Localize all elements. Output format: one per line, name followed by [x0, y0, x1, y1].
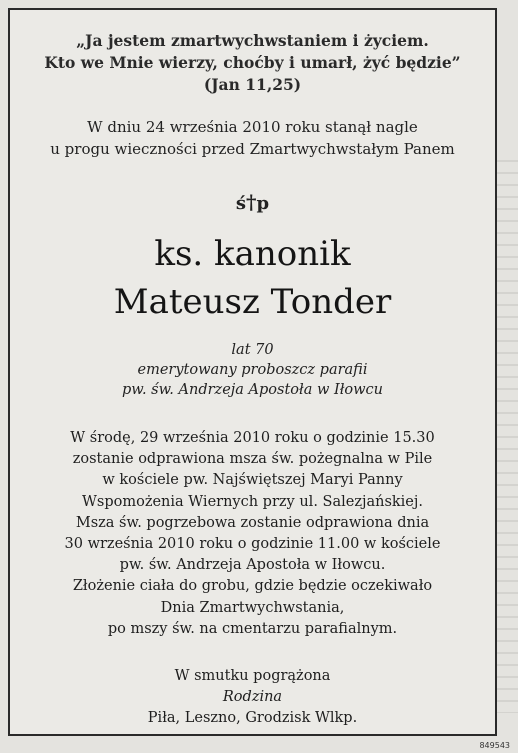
name-full: Mateusz Tonder	[113, 282, 392, 322]
bible-quote	[10, 30, 495, 96]
quote-line: „Ja jestem zmartwychwstaniem i życiem.	[76, 31, 429, 50]
family-text: Rodzina	[222, 689, 283, 705]
stp-mark	[10, 190, 495, 214]
cross-icon: †	[246, 190, 257, 214]
ceremony-line: po mszy św. na cmentarzu parafialnym.	[107, 620, 398, 637]
closing-signature	[10, 666, 495, 729]
ceremony-line: Dnia Zmartwychwstania,	[160, 599, 345, 616]
ceremony-line: W środę, 29 września 2010 roku o godzinie 15.30	[70, 430, 435, 446]
places-text: Piła, Leszno, Grodzisk Wlkp.	[147, 710, 358, 726]
ceremony-line: Wspomożenia Wiernych przy ul. Salezjańskiej.	[82, 493, 423, 510]
role: emerytowany proboszcz parafii	[137, 362, 368, 378]
intro-line: W dniu 24 września 2010 roku stanął nagle	[87, 118, 418, 136]
mourning-text: W smutku pogrążona	[174, 668, 331, 684]
ceremony-line: Złożenie ciała do grobu, gdzie będzie oczekiwało	[72, 578, 433, 595]
funeral-information	[10, 428, 495, 640]
deceased-details	[10, 340, 495, 400]
ad-reference-number: 849543	[479, 741, 510, 750]
name-title: ks. kanonik	[154, 234, 351, 274]
ceremony-line: w kościele pw. Najświętszej Maryi Panny	[102, 472, 403, 489]
obituary-frame	[8, 8, 497, 736]
age: lat 70	[231, 342, 274, 358]
death-announcement	[10, 116, 495, 160]
ceremony-line: pw. św. Andrzeja Apostoła w Iłowcu.	[119, 557, 386, 574]
deceased-name	[10, 230, 495, 326]
parish: pw. św. Andrzeja Apostoła w Iłowcu	[121, 382, 384, 398]
stp-letter-s: ś	[235, 193, 247, 214]
quote-line: Kto we Mnie wierzy, choćby i umarł, żyć będzie”	[44, 53, 461, 72]
ceremony-line: zostanie odprawiona msza św. pożegnalna w Pile	[72, 451, 433, 468]
stp-letter-p: p	[256, 193, 270, 214]
ceremony-line: Msza św. pogrzebowa zostanie odprawiona dnia	[75, 514, 430, 531]
ceremony-line: 30 września 2010 roku o godzinie 11.00 w kościele	[64, 536, 441, 553]
quote-reference: (Jan 11,25)	[203, 75, 302, 94]
intro-line: u progu wieczności przed Zmartwychwstałym Panem	[50, 140, 455, 158]
